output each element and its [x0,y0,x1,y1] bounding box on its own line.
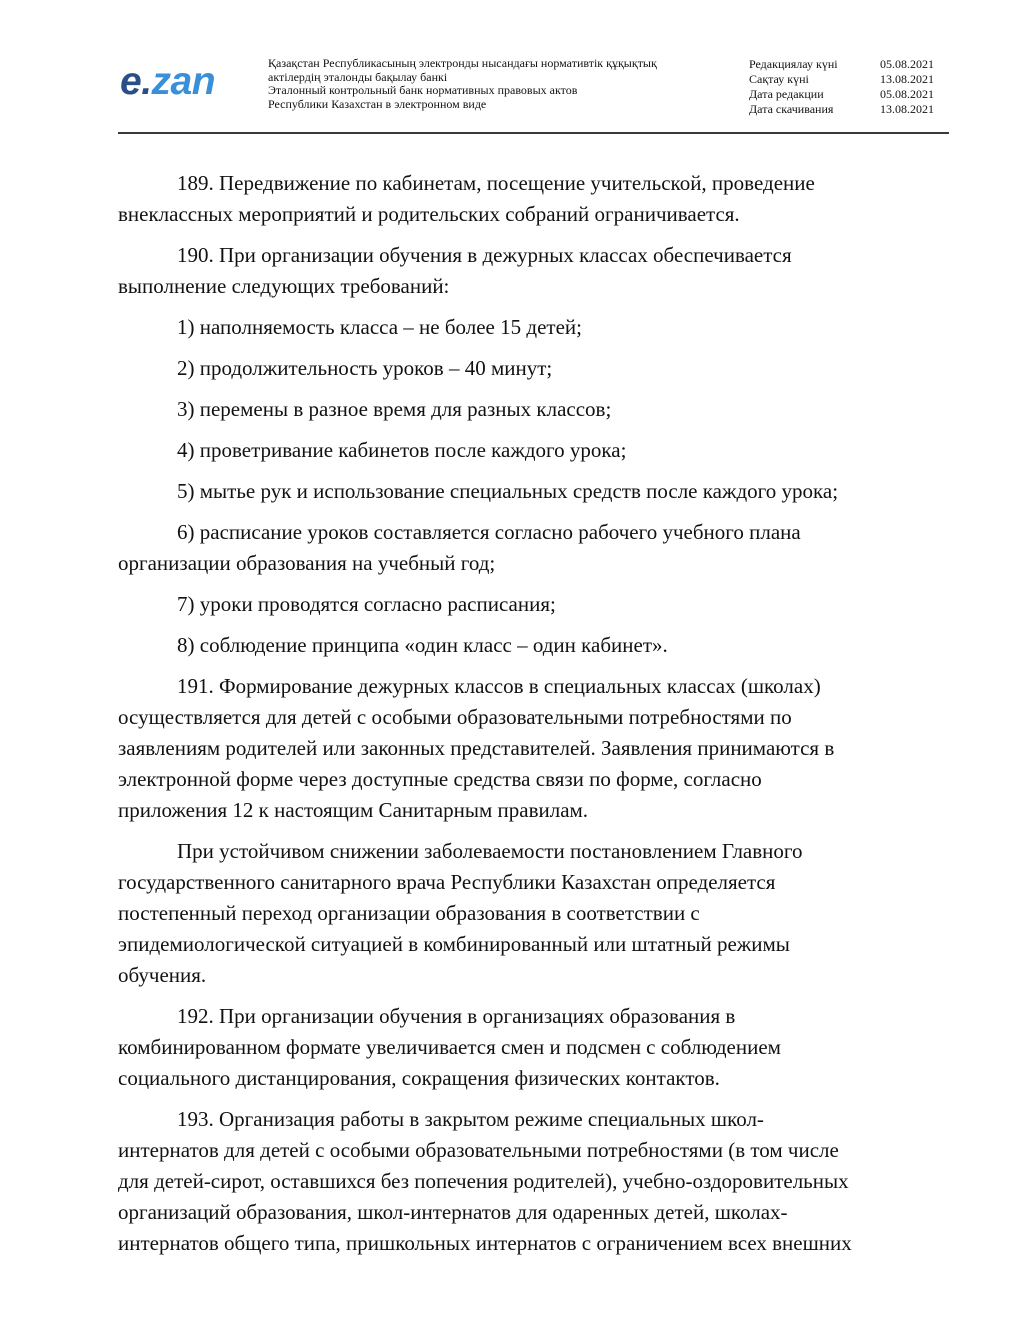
paragraph-line: социального дистанцирования, сокращения физических контактов. [118,1066,720,1090]
paragraph [118,168,940,230]
paragraph-line: 189. Передвижение по кабинетам, посещение учительской, проведение [177,171,815,195]
paragraph [118,836,940,991]
paragraph-line: интернатов общего типа, пришкольных интернатов с ограничением всех внешних [118,1231,852,1255]
paragraph-line: 193. Организация работы в закрытом режиме специальных школ- [177,1107,764,1131]
paragraph-line: организации образования на учебный год; [118,551,496,575]
paragraph-line: выполнение следующих требований: [118,274,450,298]
paragraph [118,240,940,302]
header-description [268,57,718,111]
header-dates [749,57,949,117]
paragraph-line: 192. При организации обучения в организациях образования в [177,1004,736,1028]
meta-label: Сақтау күні [749,72,809,86]
paragraph [118,1104,940,1259]
paragraph-line: 3) перемены в разное время для разных классов; [177,397,612,421]
document-body [118,168,940,1269]
meta-row [749,57,949,72]
paragraph [118,435,940,466]
paragraph-line: электронной форме через доступные средства связи по форме, согласно [118,767,762,791]
paragraph-line: 2) продолжительность уроков – 40 минут; [177,356,553,380]
logo-e: e [120,60,142,103]
paragraph [118,517,940,579]
paragraph [118,312,940,343]
paragraph-line: заявлениям родителей или законных представителей. Заявления принимаются в [118,736,835,760]
header-description-line: Республики Казахстан в электронном виде [268,96,487,111]
paragraph-line: 6) расписание уроков составляется согласно рабочего учебного плана [177,520,801,544]
logo-dot: . [141,60,152,103]
paragraph-line: организаций образования, школ-интернатов для одаренных детей, школах- [118,1200,788,1224]
paragraph-line: 7) уроки проводятся согласно расписания; [177,592,556,616]
paragraph [118,353,940,384]
paragraph [118,671,940,826]
meta-label: Дата скачивания [749,102,834,116]
paragraph-line: осуществляется для детей с особыми образовательными потребностями по [118,705,792,729]
meta-value: 05.08.2021 [880,57,934,71]
meta-label: Дата редакции [749,87,824,101]
paragraph-line: 5) мытье рук и использование специальных средств после каждого урока; [177,479,839,503]
paragraph-line: эпидемиологической ситуацией в комбинированный или штатный режимы [118,932,790,956]
paragraph-line: 190. При организации обучения в дежурных классах обеспечивается [177,243,792,267]
paragraph [118,630,940,661]
meta-value: 13.08.2021 [880,102,934,116]
meta-row [749,87,949,102]
meta-label: Редакциялау күні [749,57,838,71]
document-header [118,52,949,134]
paragraph [118,589,940,620]
meta-value: 13.08.2021 [880,72,934,86]
header-description-line: Эталонный контрольный банк нормативных правовых актов [268,83,578,97]
paragraph-line: 8) соблюдение принципа «один класс – один кабинет». [177,633,668,657]
ezan-logo[interactable] [120,62,215,102]
header-description-line: актілердің эталонды бақылау банкі [268,69,448,84]
paragraph [118,1001,940,1094]
paragraph-line: для детей-сирот, оставшихся без попечения родителей), учебно-оздоровительных [118,1169,849,1193]
paragraph-line: приложения 12 к настоящим Санитарным правилам. [118,798,589,822]
paragraph-line: государственного санитарного врача Республики Казахстан определяется [118,870,776,894]
paragraph-line: обучения. [118,963,207,987]
paragraph-line: внеклассных мероприятий и родительских собраний ограничивается. [118,202,740,226]
paragraph-line: 191. Формирование дежурных классов в специальных классах (школах) [177,674,821,698]
paragraph [118,476,940,507]
meta-value: 05.08.2021 [880,87,934,101]
logo-zan: zan [151,60,216,103]
paragraph-line: интернатов для детей с особыми образовательными потребностями (в том числе [118,1138,839,1162]
paragraph-line: комбинированном формате увеличивается смен и подсмен с соблюдением [118,1035,781,1059]
header-description-line: Қазақстан Республикасының электронды нысандағы нормативтік құқықтық [268,56,657,70]
paragraph-line: 4) проветривание кабинетов после каждого урока; [177,438,627,462]
paragraph-line: 1) наполняемость класса – не более 15 детей; [177,315,582,339]
paragraph [118,394,940,425]
paragraph-line: постепенный переход организации образования в соответствии с [118,901,700,925]
meta-row [749,102,949,117]
paragraph-line: При устойчивом снижении заболеваемости постановлением Главного [177,839,803,863]
meta-row [749,72,949,87]
